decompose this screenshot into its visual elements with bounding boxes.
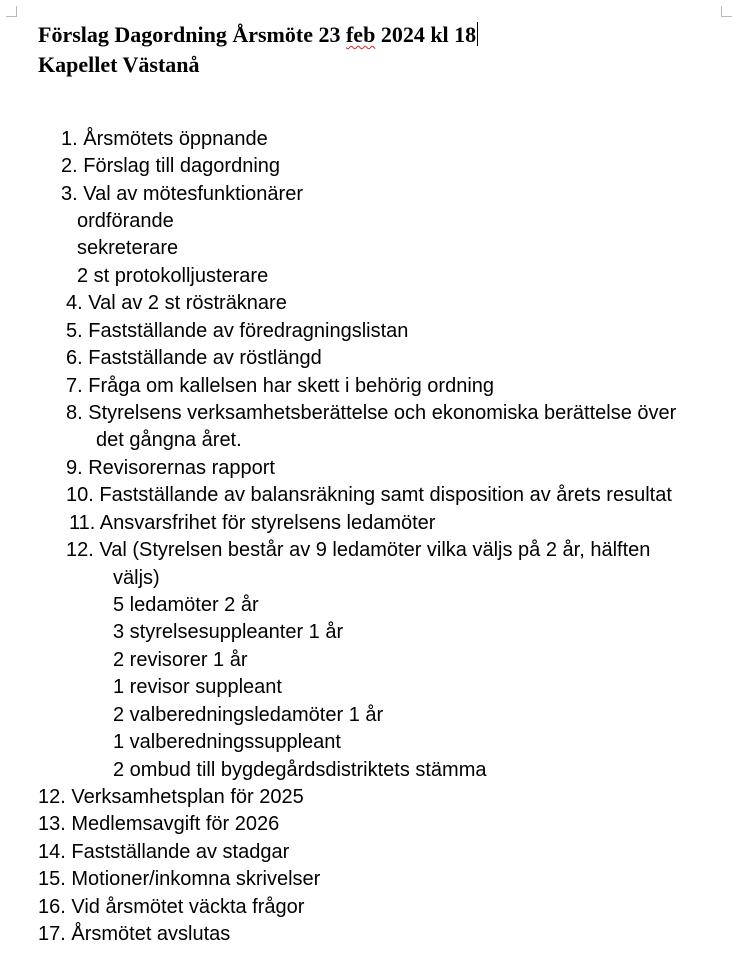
text-cursor	[477, 22, 478, 46]
agenda-subitem: 2 revisorer 1 år	[113, 649, 248, 671]
agenda-subitem: 1 valberedningssuppleant	[113, 731, 341, 753]
agenda-item: 6. Fastställande av röstlängd	[66, 347, 322, 369]
agenda-item: 2. Förslag till dagordning	[61, 155, 281, 177]
agenda-subitem: 1 revisor suppleant	[113, 676, 282, 698]
agenda-subitem: 2 st protokolljusterare	[77, 265, 269, 287]
agenda-item: 11. Ansvarsfrihet för styrelsens ledamöter	[69, 512, 436, 534]
agenda-item: 16. Vid årsmötet väckta frågor	[38, 896, 305, 918]
agenda-item: 13. Medlemsavgift för 2026	[38, 813, 280, 835]
document-title[interactable]	[38, 22, 478, 48]
title-text-end: 2024 kl 18	[375, 22, 477, 47]
agenda-item: 12. Val (Styrelsen består av 9 ledamöter vilka väljs på 2 år, hälften	[66, 539, 651, 561]
agenda-item: 7. Fråga om kallelsen har skett i behörig ordning	[66, 375, 495, 397]
page-corner-mark-left	[6, 6, 17, 17]
agenda-item: 1. Årsmötets öppnande	[61, 128, 268, 150]
agenda-item: 4. Val av 2 st rösträknare	[66, 292, 287, 314]
agenda-item-continuation: väljs)	[113, 567, 160, 589]
agenda-item-continuation: det gångna året.	[96, 429, 242, 451]
agenda-item: 5. Fastställande av föredragningslistan	[66, 320, 409, 342]
title-misspelled-word[interactable]: feb	[345, 22, 376, 47]
agenda-subitem: sekreterare	[77, 237, 179, 259]
document-subtitle: Kapellet Västanå	[38, 52, 200, 77]
agenda-subitem: 2 valberedningsledamöter 1 år	[113, 704, 384, 726]
agenda-item: 12. Verksamhetsplan för 2025	[38, 786, 304, 808]
agenda-subitem: 2 ombud till bygdegårdsdistriktets stämma	[113, 759, 487, 781]
agenda-item: 10. Fastställande av balansräkning samt disposition av årets resultat	[66, 484, 672, 506]
page-corner-mark-right	[721, 6, 732, 17]
agenda-subitem: ordförande	[77, 210, 174, 232]
agenda-item: 8. Styrelsens verksamhetsberättelse och ekonomiska berättelse över	[66, 402, 677, 424]
agenda-item: 15. Motioner/inkomna skrivelser	[38, 868, 321, 890]
agenda-item: 17. Årsmötet avslutas	[38, 923, 231, 945]
agenda-subitem: 5 ledamöter 2 år	[113, 594, 259, 616]
agenda-item: 9. Revisorernas rapport	[66, 457, 275, 479]
title-text-start: Förslag Dagordning Årsmöte 23	[38, 22, 346, 47]
agenda-item: 3. Val av mötesfunktionärer	[61, 183, 303, 205]
agenda-subitem: 3 styrelsesuppleanter 1 år	[113, 621, 344, 643]
agenda-item: 14. Fastställande av stadgar	[38, 841, 290, 863]
